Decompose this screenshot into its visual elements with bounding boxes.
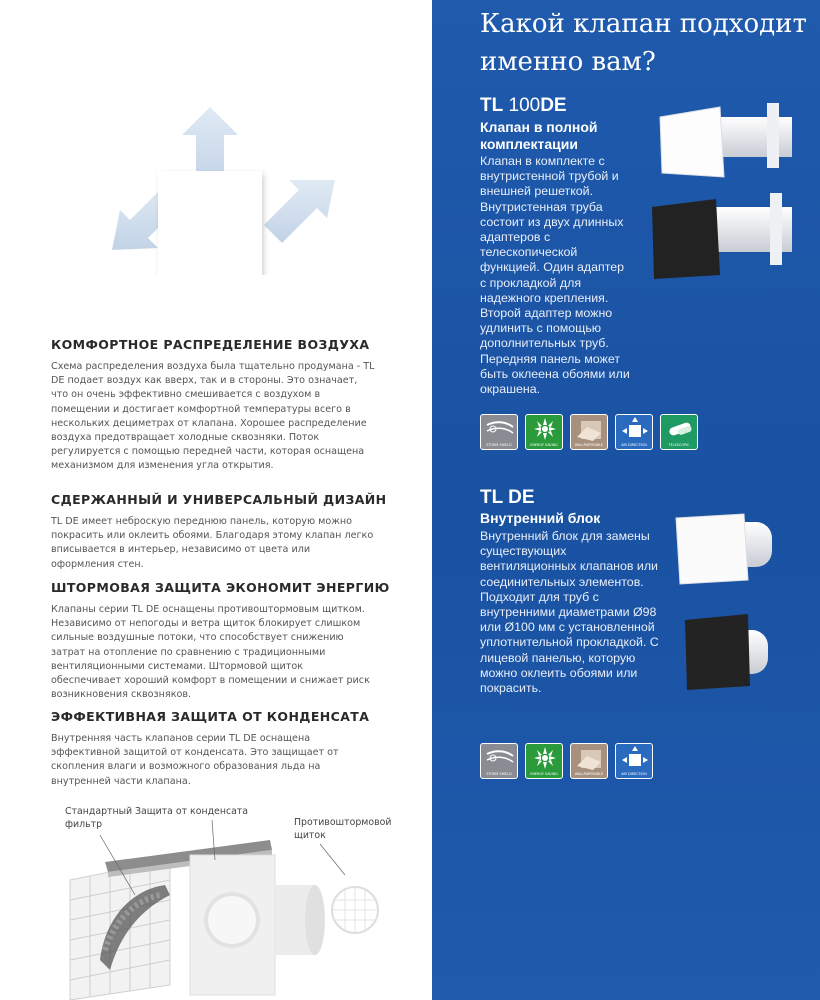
storm-shield [332,887,378,933]
model-suffix: DE [540,95,567,116]
product-description: Внутренний блок для замены существующих вентиляционных клапанов или соединительных элементов. Подходит для труб с внутренними диаметрами Ø98 или Ø100 мм с установленной уплотнительной прокладкой. С лицевой панелью, которую можно оклеить обоями или покрасить. [480,529,659,696]
energy-saving-icon: ENERGY SAVING [525,743,563,779]
wallpaperable-icon: WALLPAPERABLE [570,743,608,779]
wallpaperable-icon: WALLPAPERABLE [570,414,608,450]
section-design [51,492,387,572]
section-title: ЭФФЕКТИВНАЯ ЗАЩИТА ОТ КОНДЕНСАТА [51,709,370,724]
callout-filter: Стандартный фильтр [65,806,133,830]
section-air-distribution [51,337,376,474]
feature-icons-tlde [480,743,660,779]
callout-storm-shield: Противоштормовой щиток [294,817,392,841]
product-subtitle: Внутренний блок [480,510,601,526]
air-direction-icon: AIR DIRECTION [615,743,653,779]
product-model-tlde: TL DE [480,487,535,508]
telescopic-icon: TELESCOPIC [660,414,698,450]
product-image-tlde [670,510,815,700]
storm-shield-icon: STORM SHIELD [480,743,518,779]
headline: Какой клапан подходит именно вам? [480,9,807,77]
front-panel [190,855,275,995]
arrow-right-icon [264,180,335,243]
valve-panel [158,171,262,275]
feature-icons-tl100de [480,414,705,450]
product-subtitle: Клапан в полной комплектации [480,119,598,152]
filter-part [70,860,170,1000]
section-storm-protection [51,580,390,702]
section-text: Клапаны серии TL DE оснащены противоштормовым щитком. Независимо от непогоды и ветра щиток блокирует слишком сильные воздушные потоки, что способствует снижению затрат на отопление по сравнению с традиционными вентиляционными системами. Штормовой щиток обеспечивает хороший комфорт в помещении и снижает риск возникновения сквозняков. [51,604,370,701]
section-title: СДЕРЖАННЫЙ И УНИВЕРСАЛЬНЫЙ ДИЗАЙН [51,492,387,507]
section-text: Схема распределения воздуха была тщательно продумана - TL DE подает воздух как вверх, так и в стороны. Это означает, что он очень эффективно смешивается с воздухом в помещении и достигает комфортной температуры всего в нескольких дециметрах от клапана. Хорошее распределение воздуха предотвращает холодные сквозняки. Поток регулируется с помощью передней части, которая оснащена механизмом для изменения угла открытия. [51,361,375,472]
section-text: Внутренняя часть клапанов серии TL DE оснащена эффективной защитой от конденсата. Это защищает от скопления влаги и возможного образования льда на внутренней части клапана. [51,733,339,787]
product-image-tl100de [632,95,817,295]
product-model-tl100de [480,95,567,117]
model-bold: TL [480,95,504,116]
storm-shield-icon: STORM SHIELD [480,414,518,450]
wall-tube [275,885,325,955]
energy-saving-icon: ENERGY SAVING [525,414,563,450]
section-title: ШТОРМОВАЯ ЗАЩИТА ЭКОНОМИТ ЭНЕРГИЮ [51,580,390,595]
model-light: 100 [503,95,541,116]
callout-condensate: Защита от конденсата [135,806,249,817]
airflow-illustration [110,105,340,275]
air-direction-icon: AIR DIRECTION [615,414,653,450]
section-title: КОМФОРТНОЕ РАСПРЕДЕЛЕНИЕ ВОЗДУХА [51,337,370,352]
product-description: Клапан в комплекте с внутристенной трубой и внешней решеткой. Внутристенная труба состоит из двух длинных адаптеров с телескопической функцией. Один адаптер с прокладкой для надежного крепления. Второй адаптер можно удлинить с помощью дополнительных труб. Передняя панель может быть оклеена обоями или окрашена. [480,154,630,397]
right-column [432,0,820,1000]
section-text: TL DE имеет неброскую переднюю панель, которую можно покрасить или оклеить обоями. Благодаря этому клапан легко вписывается в интерьер, независимо от цвета или оформления стен. [51,516,374,570]
section-condensate [51,709,376,789]
